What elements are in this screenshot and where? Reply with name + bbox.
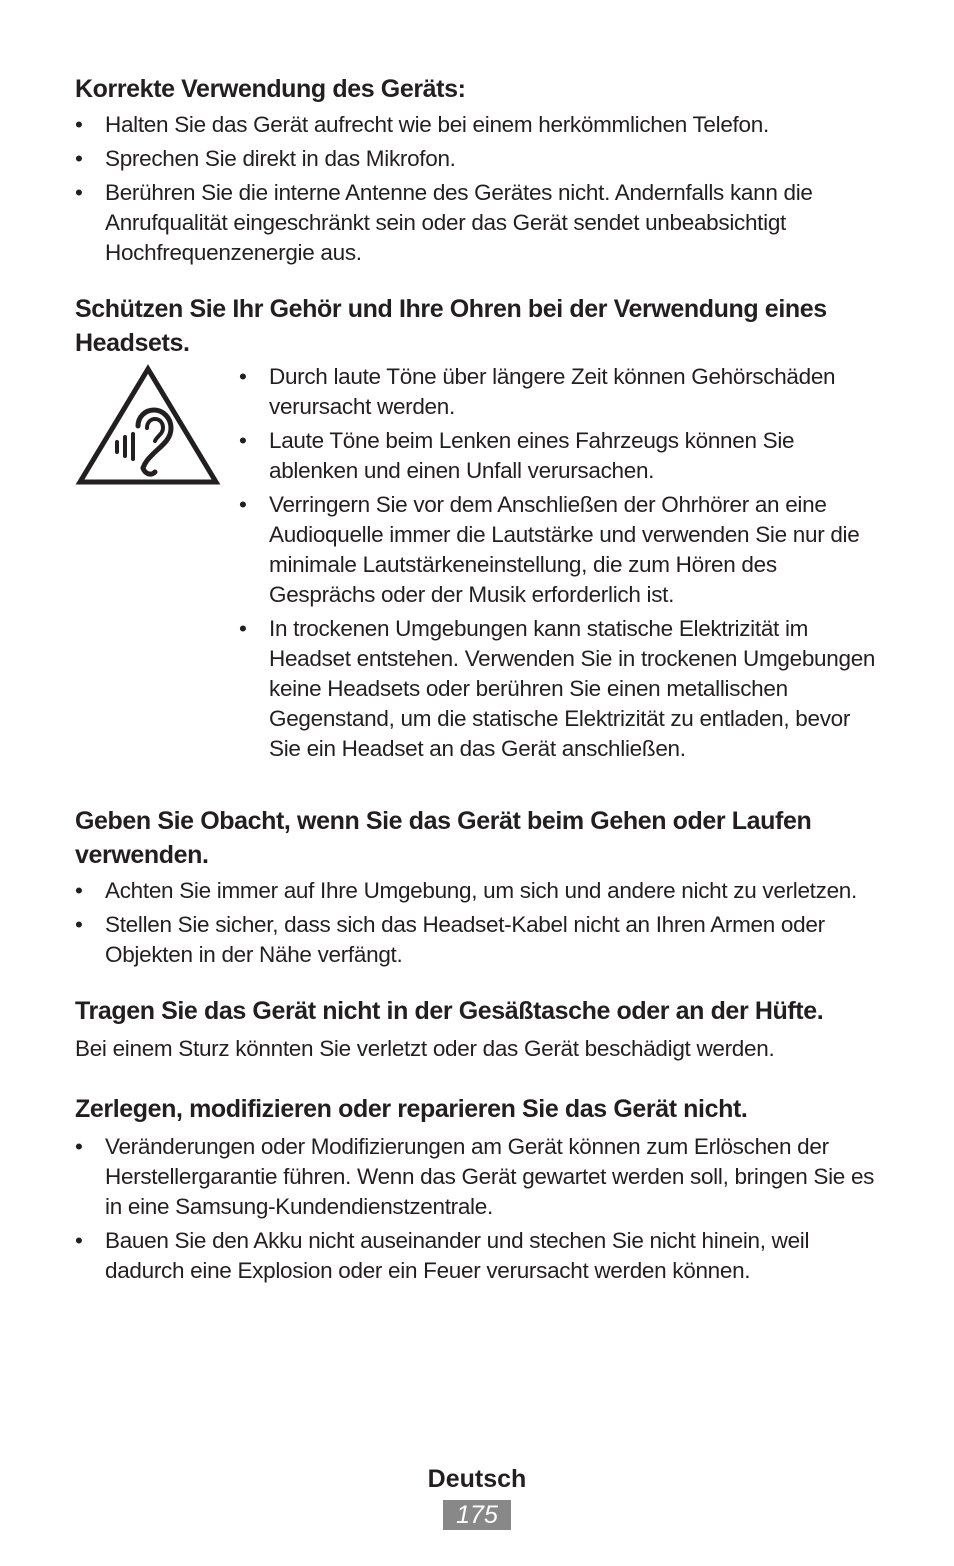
list-item: • Bauen Sie den Akku nicht auseinander und stechen Sie nicht hinein, weil dadurch eine Explosion oder ein Feuer verursacht werden können. — [75, 1226, 879, 1286]
list-item: • Halten Sie das Gerät aufrecht wie bei einem herkömmlichen Telefon. — [75, 110, 879, 140]
list-item: • In trockenen Umgebungen kann statische Elektrizität im Headset entstehen. Verwenden Sie in trockenen Umgebungen keine Headsets oder berühren Sie einen metallischen Gegenstand, um die statische Elektrizität zu entladen, bevor Sie ein Headset an das Gerät anschließen. — [239, 614, 879, 764]
section-pocket — [75, 994, 879, 1064]
list-item: • Achten Sie immer auf Ihre Umgebung, um sich und andere nicht zu verletzen. — [75, 876, 879, 906]
section-paragraph: Bei einem Sturz könnten Sie verletzt oder das Gerät beschädigt werden. — [75, 1036, 775, 1061]
bullet-list — [239, 362, 879, 768]
list-item: • Durch laute Töne über längere Zeit können Gehörschäden verursacht werden. — [239, 362, 879, 422]
bullet-list — [75, 876, 879, 970]
page-number-badge: 175 — [443, 1500, 511, 1530]
section-correct-usage — [75, 72, 879, 268]
section-heading: Korrekte Verwendung des Geräts: — [75, 75, 466, 103]
document-page — [75, 72, 879, 1290]
list-item: • Laute Töne beim Lenken eines Fahrzeugs können Sie ablenken und einen Unfall verursachen. — [239, 426, 879, 486]
section-heading: Zerlegen, modifizieren oder reparieren Sie das Gerät nicht. — [75, 1095, 748, 1123]
section-heading: Geben Sie Obacht, wenn Sie das Gerät beim Gehen oder Laufen verwenden. — [75, 807, 812, 869]
section-walking — [75, 804, 879, 970]
bullet-list — [75, 110, 879, 268]
footer-language: Deutsch — [427, 1465, 527, 1493]
list-item: • Veränderungen oder Modifizierungen am Gerät können zum Erlöschen der Herstellergarantie führen. Wenn das Gerät gewartet werden soll, bringen Sie es in eine Samsung-Kundendienstzentrale. — [75, 1132, 879, 1222]
section-heading: Schützen Sie Ihr Gehör und Ihre Ohren bei der Verwendung eines Headsets. — [75, 295, 827, 357]
hearing-content — [75, 362, 879, 768]
bullet-list — [75, 1132, 879, 1286]
list-item: • Stellen Sie sicher, dass sich das Headset-Kabel nicht an Ihren Armen oder Objekten in der Nähe verfängt. — [75, 910, 879, 970]
section-modify — [75, 1092, 879, 1286]
page-footer — [0, 1462, 954, 1530]
list-item: • Verringern Sie vor dem Anschließen der Ohrhörer an eine Audioquelle immer die Lautstärke und verwenden Sie nur die minimale Lautstärkeneinstellung, die zum Hören des Gesprächs oder der Musik erforderlich ist. — [239, 490, 879, 610]
hearing-warning-icon — [75, 362, 239, 768]
section-hearing-protection — [75, 292, 879, 768]
section-heading: Tragen Sie das Gerät nicht in der Gesäßtasche oder an der Hüfte. — [75, 997, 824, 1025]
list-item: • Berühren Sie die interne Antenne des Gerätes nicht. Andernfalls kann die Anrufqualität eingeschränkt sein oder das Gerät sendet unbeabsichtigt Hochfrequenzenergie aus. — [75, 178, 879, 268]
list-item: • Sprechen Sie direkt in das Mikrofon. — [75, 144, 879, 174]
